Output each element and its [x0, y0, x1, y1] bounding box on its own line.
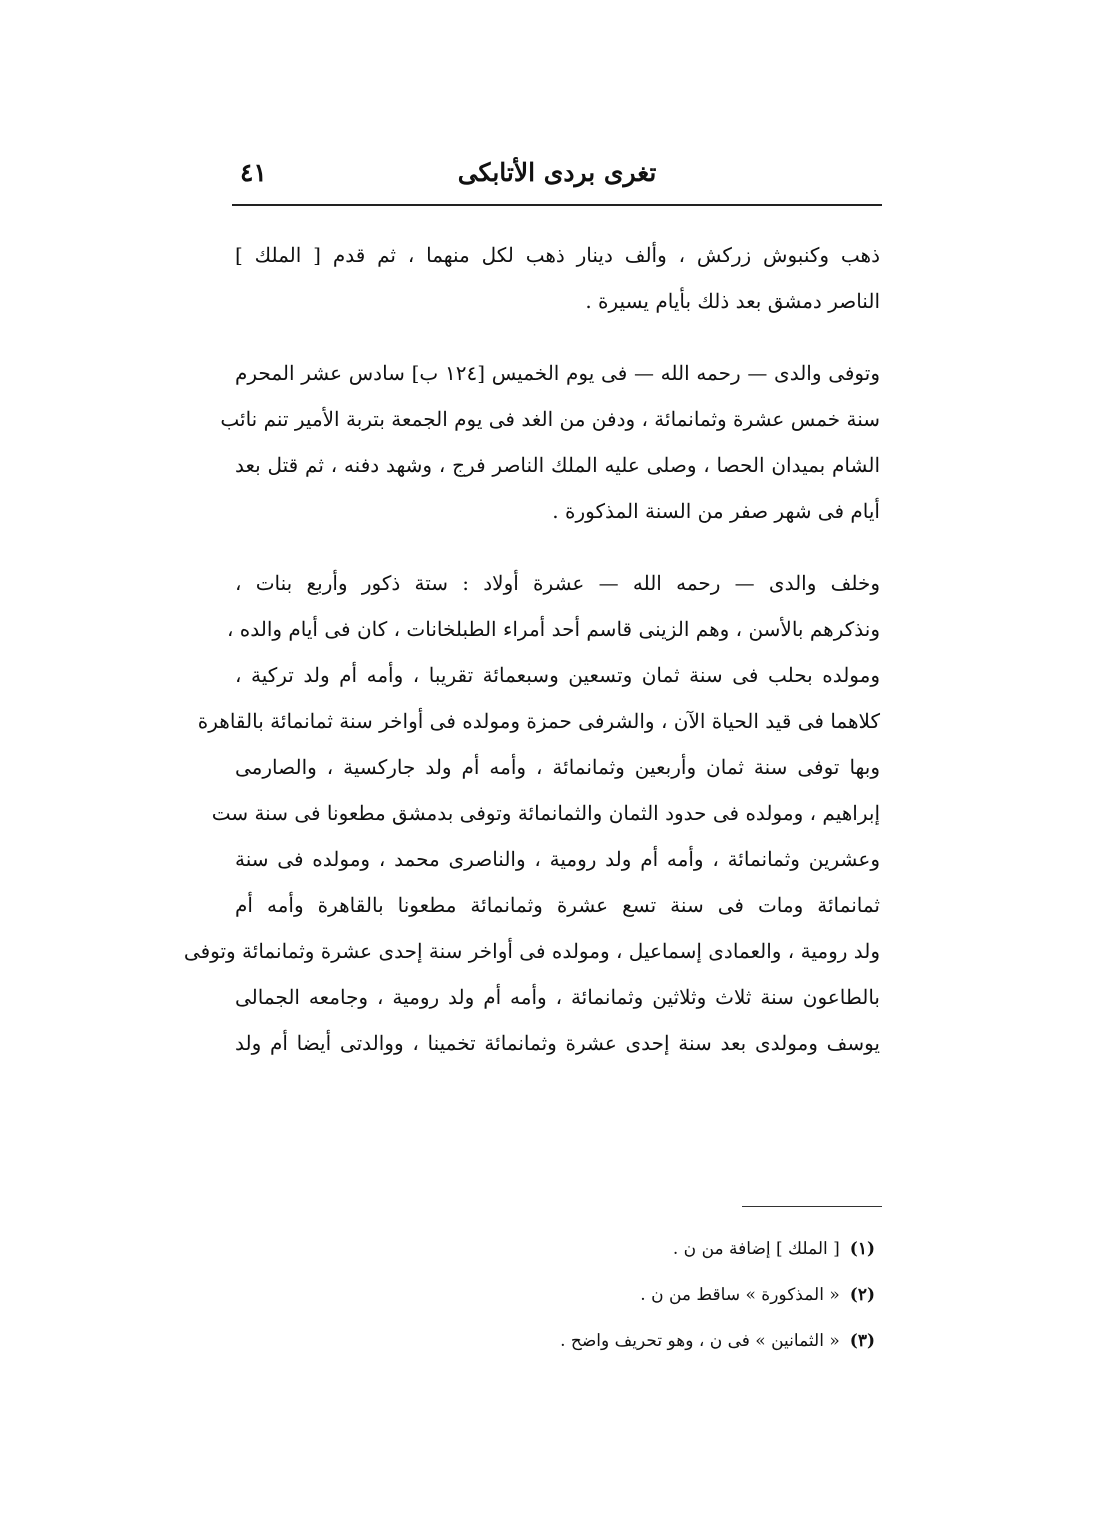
- text-line: ومولده بحلب فى سنة ثمان وتسعين وسبعمائة تقريبا ، وأمه أم ولد تركية ،: [235, 663, 880, 687]
- text-line: ذهب وكنبوش زركش ، وألف دينار ذهب لكل منهما ، ثم قدم [ الملك ]: [235, 243, 880, 267]
- text-line: إبراهيم ، ومولده فى حدود الثمان والثمانمائة وتوفى بدمشق مطعونا فى سنة ست: [211, 801, 880, 825]
- text-line: وخلف والدى — رحمه الله — عشرة أولاد : ستة ذكور وأربع بنات ،: [235, 571, 880, 595]
- footnote-rule: [742, 1206, 882, 1207]
- footnote-number: (١): [849, 1239, 875, 1259]
- footnotes: [420, 1226, 875, 1364]
- footnote-2: [420, 1272, 875, 1318]
- text-line: ثمانمائة ومات فى سنة تسع عشرة وثمانمائة مطعونا بالقاهرة وأمه أم: [235, 893, 880, 917]
- text-line: وتوفى والدى — رحمه الله — فى يوم الخميس [١٢٤ ب] سادس عشر المحرم: [235, 361, 880, 385]
- text-line: يوسف ومولدى بعد سنة إحدى عشرة وثمانمائة تخمينا ، ووالدتى أيضا أم ولد: [235, 1031, 880, 1055]
- page-number: ٤١: [240, 158, 267, 187]
- footnote-text: « الثمانين » فى ن ، وهو تحريف واضح .: [560, 1331, 840, 1351]
- text-line: ونذكرهم بالأسن ، وهم الزينى قاسم أحد أمراء الطبلخانات ، كان فى أيام والده ،: [226, 617, 880, 641]
- text-line: كلاهما فى قيد الحياة الآن ، والشرفى حمزة ومولده فى أواخر سنة ثمانمائة بالقاهرة: [197, 709, 880, 733]
- running-title: تغرى بردى الأتابكى: [457, 158, 657, 187]
- paragraph-3: [183, 560, 880, 1066]
- footnote-1: [420, 1226, 875, 1272]
- paragraph-2: [220, 350, 880, 534]
- text-line: وبها توفى سنة ثمان وأربعين وثمانمائة ، وأمه أم ولد جاركسية ، والصارمى: [235, 755, 880, 779]
- text-line: ولد رومية ، والعمادى إسماعيل ، ومولده فى أواخر سنة إحدى عشرة وثمانمائة وتوفى: [183, 939, 880, 963]
- footnote-number: (٣): [849, 1331, 875, 1351]
- footnote-text: [ الملك ] إضافة من ن .: [672, 1239, 840, 1259]
- text-line: سنة خمس عشرة وثمانمائة ، ودفن من الغد فى يوم الجمعة بتربة الأمير تنم نائب: [220, 407, 880, 431]
- body-text: [183, 232, 880, 1066]
- text-line: بالطاعون سنة ثلاث وثلاثين وثمانمائة ، وأمه أم ولد رومية ، وجامعه الجمالى: [235, 985, 880, 1009]
- footnote-text: « المذكورة » ساقط من ن .: [640, 1285, 840, 1305]
- text-line: أيام فى شهر صفر من السنة المذكورة .: [552, 499, 880, 523]
- text-line: وعشرين وثمانمائة ، وأمه أم ولد رومية ، والناصرى محمد ، ومولده فى سنة: [235, 847, 880, 871]
- footnote-3: [420, 1318, 875, 1364]
- paragraph-1: [235, 232, 880, 324]
- footnote-number: (٢): [849, 1285, 875, 1305]
- text-line: الشام بميدان الحصا ، وصلى عليه الملك الناصر فرج ، وشهد دفنه ، ثم قتل بعد: [235, 453, 880, 477]
- page-header: [232, 150, 882, 200]
- text-line: الناصر دمشق بعد ذلك بأيام يسيرة .: [585, 289, 880, 313]
- header-rule: [232, 204, 882, 206]
